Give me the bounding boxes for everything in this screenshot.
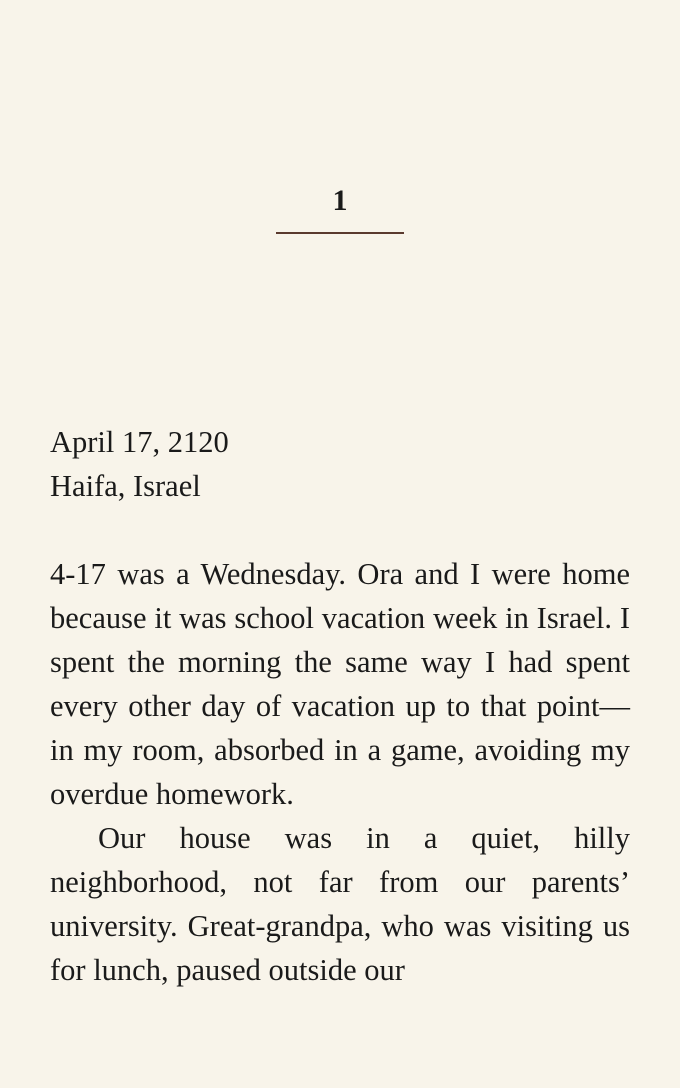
dateline [50, 420, 630, 508]
body-text [50, 552, 630, 992]
chapter-number: 1 [332, 184, 348, 217]
dateline-date: April 17, 2120 [50, 425, 229, 459]
chapter-divider [276, 232, 404, 234]
page-content [50, 420, 630, 992]
dateline-place: Haifa, Israel [50, 469, 201, 503]
paragraph: 4-17 was a Wednesday. Ora and I were home because it was school vacation week in Israel. I spent the morning the same way I had spent every other day of vacation up to that point—in my room, absorbed in a game, avoiding my overdue homework. [50, 557, 630, 811]
paragraph: Our house was in a quiet, hilly neighborhood, not far from our parents’ university. Great-grandpa, who was visiting us for lunch, paused outside our [50, 821, 630, 987]
chapter-header [0, 181, 680, 234]
